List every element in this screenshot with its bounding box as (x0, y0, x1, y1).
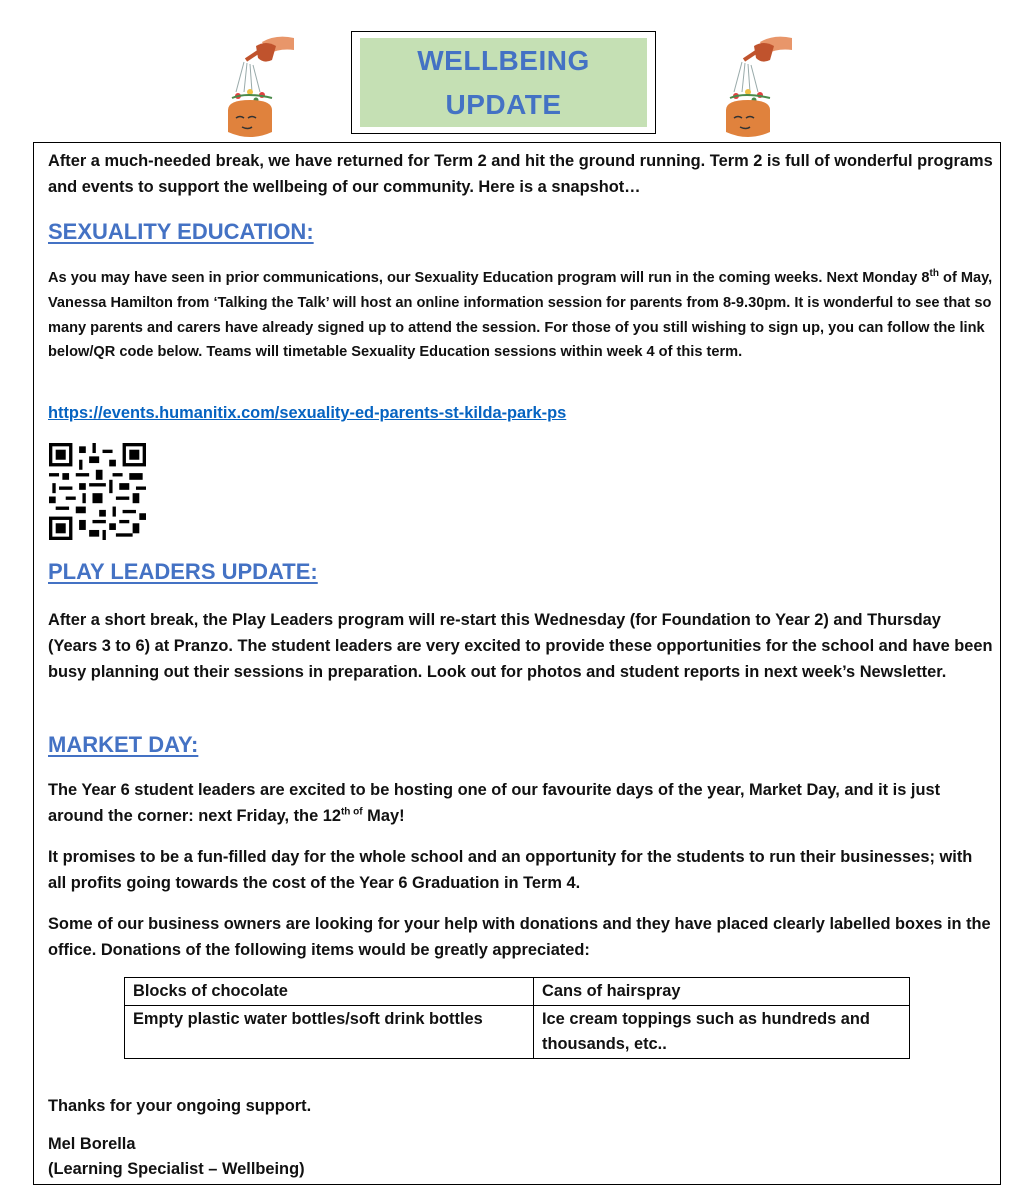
title-line-1: WELLBEING (417, 44, 590, 76)
table-cell: Blocks of chocolate (125, 978, 534, 1006)
thanks-text: Thanks for your ongoing support. (48, 1097, 312, 1115)
sexuality-education-paragraph: As you may have seen in prior communications, our Sexuality Education program will run in the coming weeks. Next Monday 8th of May, Vanessa Hamilton from ‘Talking the Talk’ will host an online information session for parents from 8-9.30pm. It is wonderful to see that so many parents and carers have already signed up to attend the session. For those of you still wishing to sign up, you can follow the link below/QR code below. Teams will timetable Sexuality Education sessions within week 4 of this term. (48, 268, 993, 361)
qr-code[interactable] (49, 443, 146, 540)
watering-can-head-illustration-right (718, 32, 798, 140)
title-box (351, 31, 656, 134)
market-day-paragraph-3: Some of our business owners are looking for your help with donations and they have placed clearly labelled boxes in the office. Donations of the following items would be greatly appreciated: (48, 915, 991, 959)
intro-paragraph: After a much-needed break, we have returned for Term 2 and hit the ground running. Term 2 is full of wonderful programs and events to support the wellbeing of our community. Here is a snapshot… (48, 152, 993, 196)
market-day-paragraph-1: The Year 6 student leaders are excited to be hosting one of our favourite days of the year, Market Day, and it is just around the corner: next Friday, the $12^{th of}$ May! (48, 781, 941, 825)
author-name: Mel Borella (48, 1135, 136, 1153)
play-leaders-paragraph: After a short break, the Play Leaders program will re-start this Wednesday (for Foundation to Year 2) and Thursday (Years 3 to 6) at Pranzo. The student leaders are very excited to provide these opportunities for the school and have been busy planning out their sessions in preparation. Look out for photos and student reports in next week’s Newsletter. (48, 611, 993, 681)
market-day-heading: MARKET DAY: (48, 732, 199, 757)
title-line-2: UPDATE (445, 88, 562, 120)
author-role: (Learning Specialist – Wellbeing) (48, 1160, 305, 1178)
table-cell: Empty plastic water bottles/soft drink bottles (125, 1006, 534, 1059)
newsletter-content (33, 142, 1001, 1185)
sexuality-education-heading: SEXUALITY EDUCATION: (48, 219, 314, 244)
play-leaders-heading: PLAY LEADERS UPDATE: (48, 559, 318, 584)
watering-can-head-illustration-left (220, 32, 300, 140)
donations-table (124, 977, 910, 1059)
market-day-paragraph-2: It promises to be a fun-filled day for the whole school and an opportunity for the students to run their businesses; with all profits going towards the cost of the Year 6 Graduation in Term 4. (48, 848, 973, 892)
table-cell: Ice cream toppings such as hundreds and thousands, etc.. (534, 1006, 910, 1059)
table-row (125, 978, 910, 1006)
humanitix-registration-link[interactable]: https://events.humanitix.com/sexuality-ed-parents-st-kilda-park-ps (48, 404, 567, 422)
table-cell: Cans of hairspray (534, 978, 910, 1006)
table-row (125, 1006, 910, 1059)
title-banner (360, 38, 647, 127)
